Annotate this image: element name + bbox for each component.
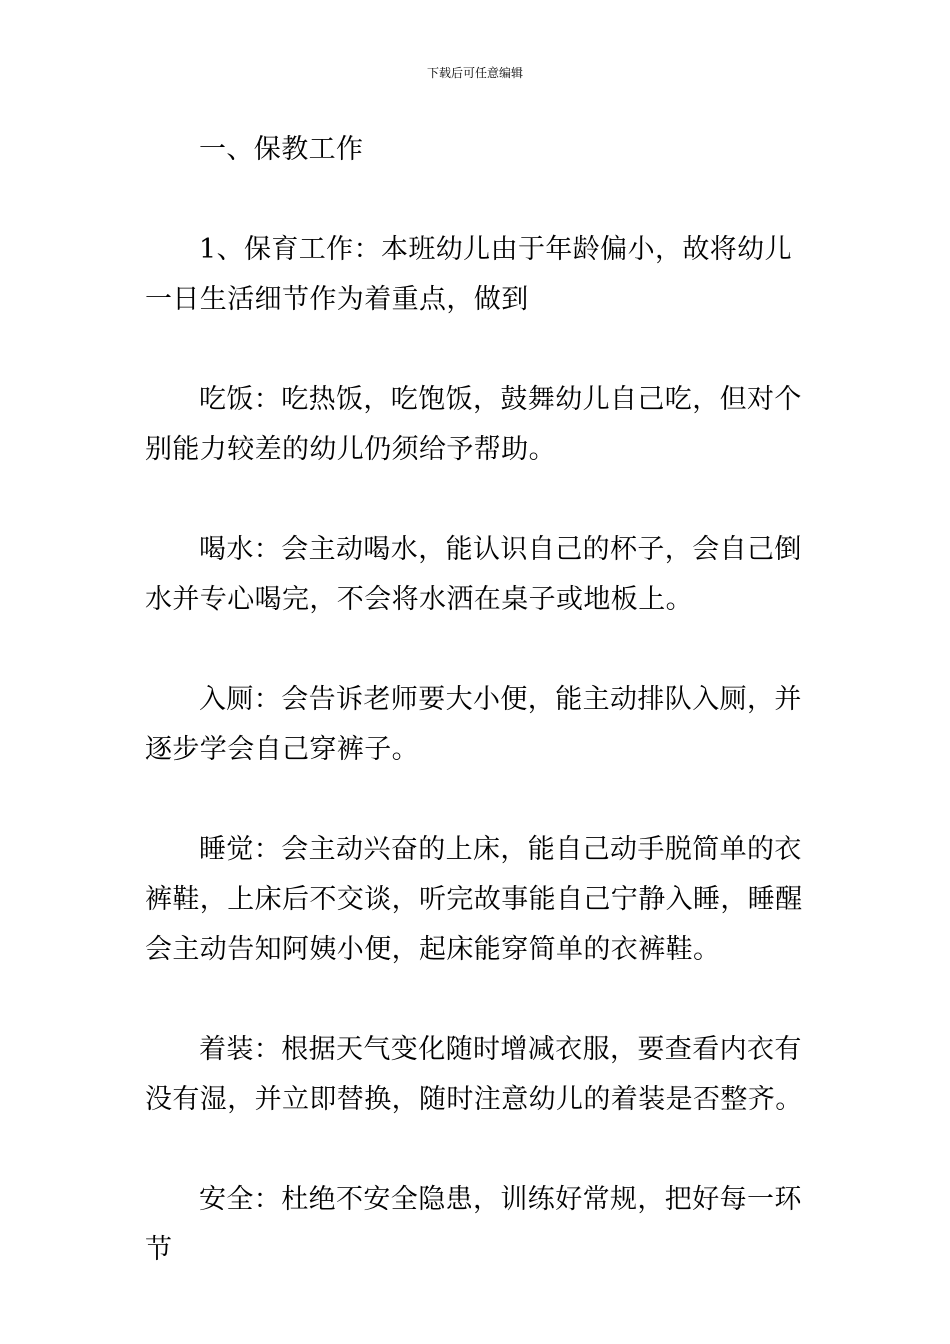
paragraph-gap [145, 325, 811, 375]
paragraph-gap [145, 475, 811, 525]
paragraph-sleeping: 睡觉：会主动兴奋的上床，能自己动手脱简单的衣裤鞋，上床后不交谈，听完故事能自己宁静入睡，睡醒会主动告知阿姨小便，起床能穿简单的衣裤鞋。 [145, 834, 803, 965]
paragraph-gap [145, 775, 811, 825]
paragraph-toilet: 入厕：会告诉老师要大小便，能主动排队入厕，并逐步学会自己穿裤子。 [145, 684, 802, 765]
paragraph-gap [145, 1125, 811, 1175]
paragraph-care-work: 1、保育工作：本班幼儿由于年龄偏小，故将幼儿一日生活细节作为着重点，做到 [145, 234, 792, 315]
paragraph-safety: 安全：杜绝不安全隐患，训练好常规，把好每一环节 [145, 1184, 802, 1265]
paragraph-gap [145, 975, 811, 1025]
paragraph-dressing: 着装：根据天气变化随时增减衣服，要查看内衣有没有湿，并立即替换，随时注意幼儿的着装是否整齐。 [145, 1034, 803, 1115]
document-body [145, 125, 811, 1275]
paragraph-gap [145, 625, 811, 675]
section-heading: 一、保教工作 [199, 134, 364, 165]
paragraph-gap [145, 175, 811, 225]
paragraph-drinking: 喝水：会主动喝水，能认识自己的杯子，会自己倒水并专心喝完，不会将水洒在桌子或地板上。 [145, 534, 802, 615]
paragraph-eating: 吃饭：吃热饭，吃饱饭，鼓舞幼儿自己吃，但对个别能力较差的幼儿仍须给予帮助。 [145, 384, 802, 465]
header-note: 下载后可任意编辑 [426, 66, 523, 80]
